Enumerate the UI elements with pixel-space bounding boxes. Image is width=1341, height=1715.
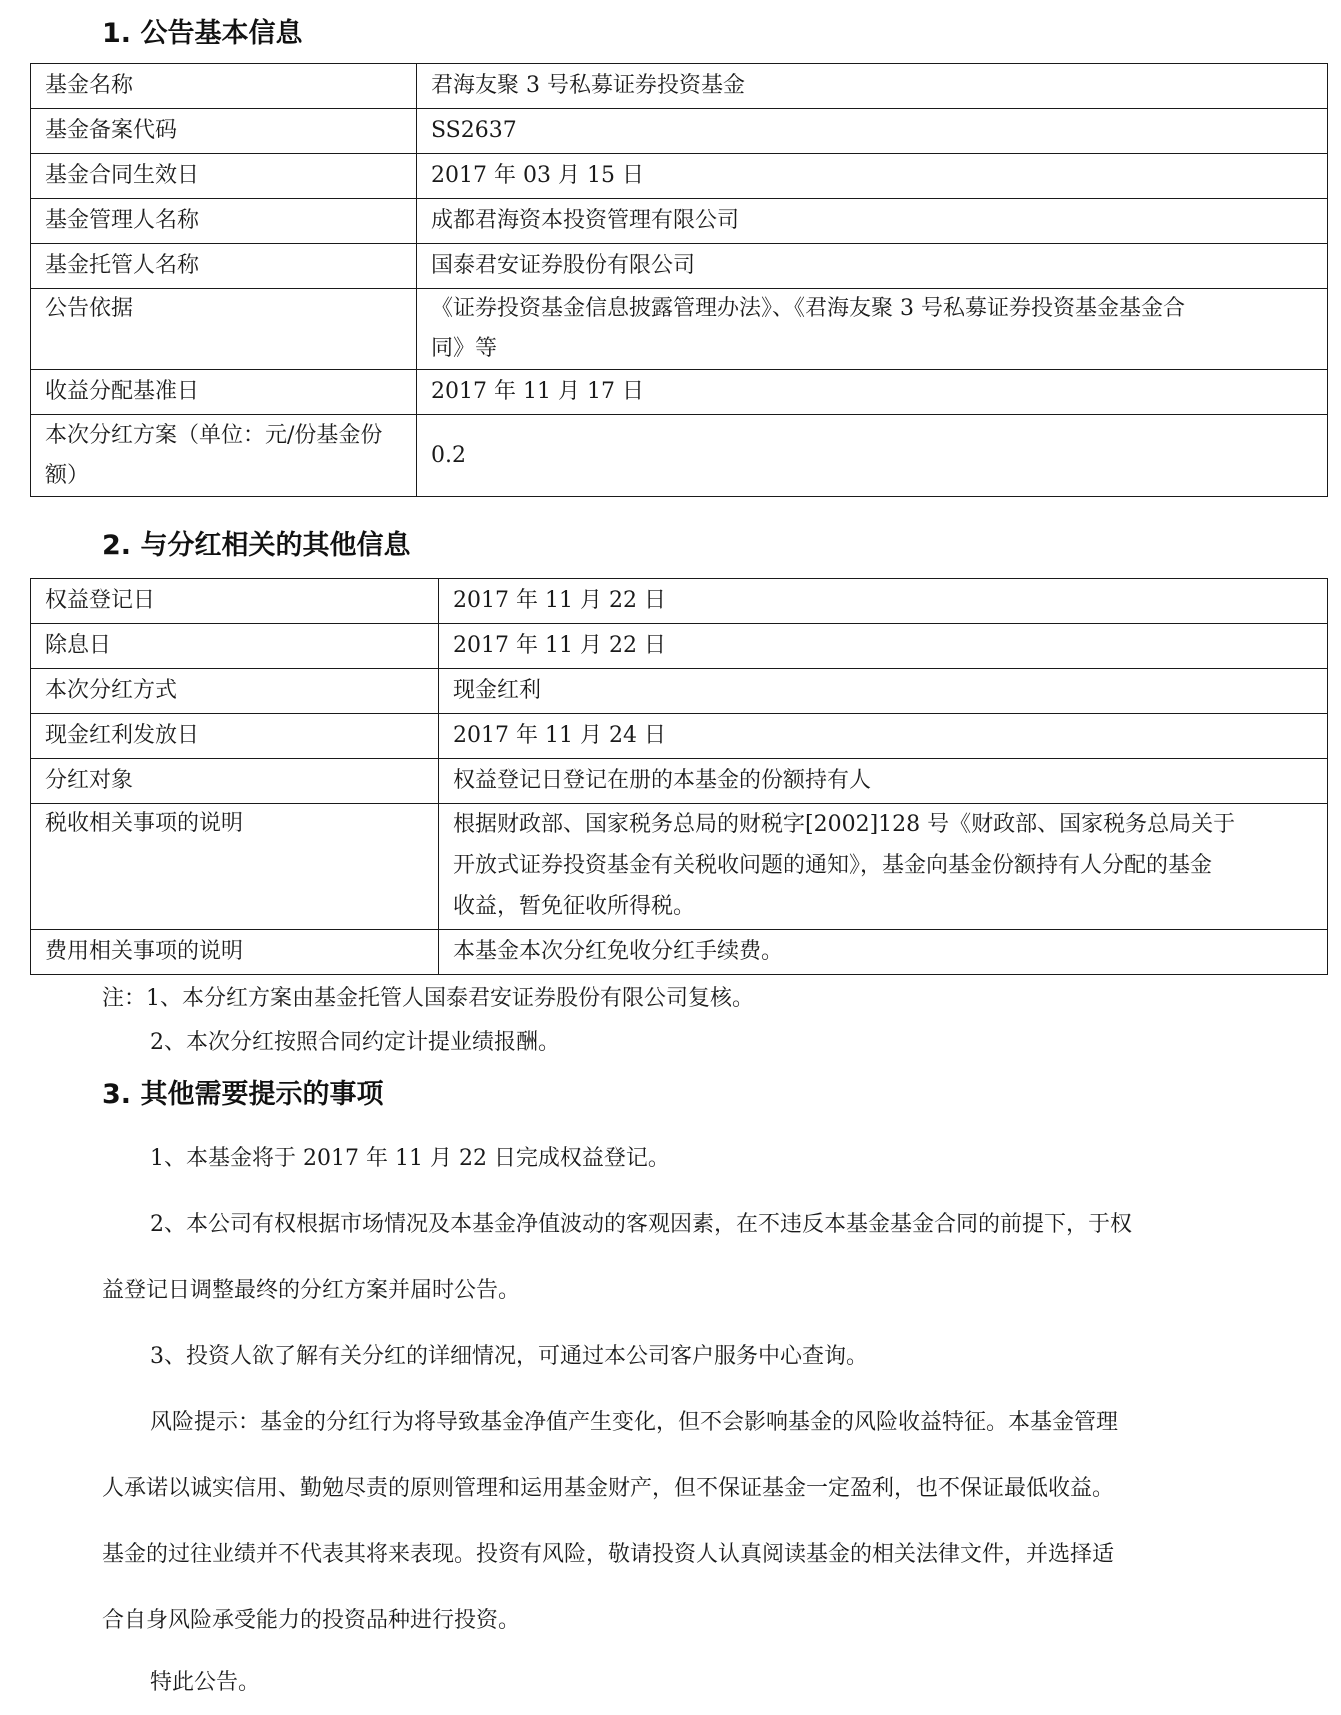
table-row (31, 370, 1328, 415)
row-value: 2017 年 11 月 24 日 (439, 714, 1328, 759)
section2-title: 2. 与分红相关的其他信息 (102, 530, 411, 561)
row-label (31, 289, 417, 370)
row-label: 本次分红方式 (31, 669, 439, 714)
row-value (417, 289, 1328, 370)
table-row (31, 624, 1328, 669)
row-label: 费用相关事项的说明 (31, 930, 439, 975)
table-row (31, 64, 1328, 109)
label-line: 税收相关事项的说明 (45, 811, 244, 836)
value-line: 开放式证券投资基金有关税收问题的通知》，基金向基金份额持有人分配的基金 (453, 853, 1213, 878)
row-value: 现金红利 (439, 669, 1328, 714)
basic-info-table (30, 63, 1328, 497)
table-row (31, 669, 1328, 714)
table-row (31, 244, 1328, 289)
row-label: 基金管理人名称 (31, 199, 417, 244)
table-row (31, 109, 1328, 154)
body-line: 风险提示：基金的分红行为将导致基金净值产生变化，但不会影响基金的风险收益特征。本基金管理 (150, 1410, 1119, 1435)
label-line: 公告依据 (45, 296, 134, 321)
row-value: SS2637 (417, 109, 1328, 154)
table-row (31, 714, 1328, 759)
body-line: 合自身风险承受能力的投资品种进行投资。 (102, 1608, 521, 1633)
row-value (439, 804, 1328, 930)
row-label: 基金合同生效日 (31, 154, 417, 199)
table-row (31, 199, 1328, 244)
row-value: 君海友聚 3 号私募证券投资基金 (417, 64, 1328, 109)
row-value: 2017 年 11 月 22 日 (439, 579, 1328, 624)
note-line: 注：1、本分红方案由基金托管人国泰君安证券股份有限公司复核。 (102, 986, 754, 1011)
body-line: 3、投资人欲了解有关分红的详细情况，可通过本公司客户服务中心查询。 (150, 1344, 868, 1369)
row-value: 成都君海资本投资管理有限公司 (417, 199, 1328, 244)
value-line: 同》等 (431, 336, 498, 361)
value-line: 《证券投资基金信息披露管理办法》、《君海友聚 3 号私募证券投资基金基金合 (431, 296, 1185, 321)
row-label: 分红对象 (31, 759, 439, 804)
body-line: 特此公告。 (150, 1670, 261, 1695)
row-value: 2017 年 03 月 15 日 (417, 154, 1328, 199)
row-value: 2017 年 11 月 22 日 (439, 624, 1328, 669)
note-line: 2、本次分红按照合同约定计提业绩报酬。 (150, 1030, 560, 1055)
value-line: 收益，暂免征收所得税。 (453, 894, 696, 919)
row-label: 现金红利发放日 (31, 714, 439, 759)
table-row (31, 930, 1328, 975)
body-line: 人承诺以诚实信用、勤勉尽责的原则管理和运用基金财产，但不保证基金一定盈利，也不保证最低收益。 (102, 1476, 1115, 1501)
label-line: 额） (45, 462, 90, 488)
row-value: 2017 年 11 月 17 日 (417, 370, 1328, 415)
label-line: 本次分红方案（单位：元/份基金份 (45, 422, 383, 448)
body-line: 基金的过往业绩并不代表其将来表现。投资有风险，敬请投资人认真阅读基金的相关法律文件，并选择适 (102, 1542, 1115, 1567)
row-value: 国泰君安证券股份有限公司 (417, 244, 1328, 289)
section3-title: 3. 其他需要提示的事项 (102, 1079, 384, 1110)
body-line: 2、本公司有权根据市场情况及本基金净值波动的客观因素，在不违反本基金基金合同的前提下，于权 (150, 1212, 1133, 1237)
section1-title: 1. 公告基本信息 (102, 18, 303, 49)
row-label: 基金备案代码 (31, 109, 417, 154)
table-row (31, 804, 1328, 930)
table-row (31, 579, 1328, 624)
table-row (31, 759, 1328, 804)
table-row (31, 415, 1328, 497)
row-label: 基金托管人名称 (31, 244, 417, 289)
row-value: 0.2 (417, 415, 1328, 497)
row-label: 基金名称 (31, 64, 417, 109)
row-value: 本基金本次分红免收分红手续费。 (439, 930, 1328, 975)
body-line: 1、本基金将于 2017 年 11 月 22 日完成权益登记。 (150, 1146, 670, 1171)
row-label: 收益分配基准日 (31, 370, 417, 415)
row-label: 除息日 (31, 624, 439, 669)
value-line: 根据财政部、国家税务总局的财税字[2002]128 号《财政部、国家税务总局关于 (453, 812, 1236, 837)
table-row (31, 289, 1328, 370)
row-value: 权益登记日登记在册的本基金的份额持有人 (439, 759, 1328, 804)
row-label (31, 804, 439, 930)
row-label: 权益登记日 (31, 579, 439, 624)
dividend-info-table (30, 578, 1328, 975)
body-line: 益登记日调整最终的分红方案并届时公告。 (102, 1278, 521, 1303)
table-row (31, 154, 1328, 199)
row-label (31, 415, 417, 497)
